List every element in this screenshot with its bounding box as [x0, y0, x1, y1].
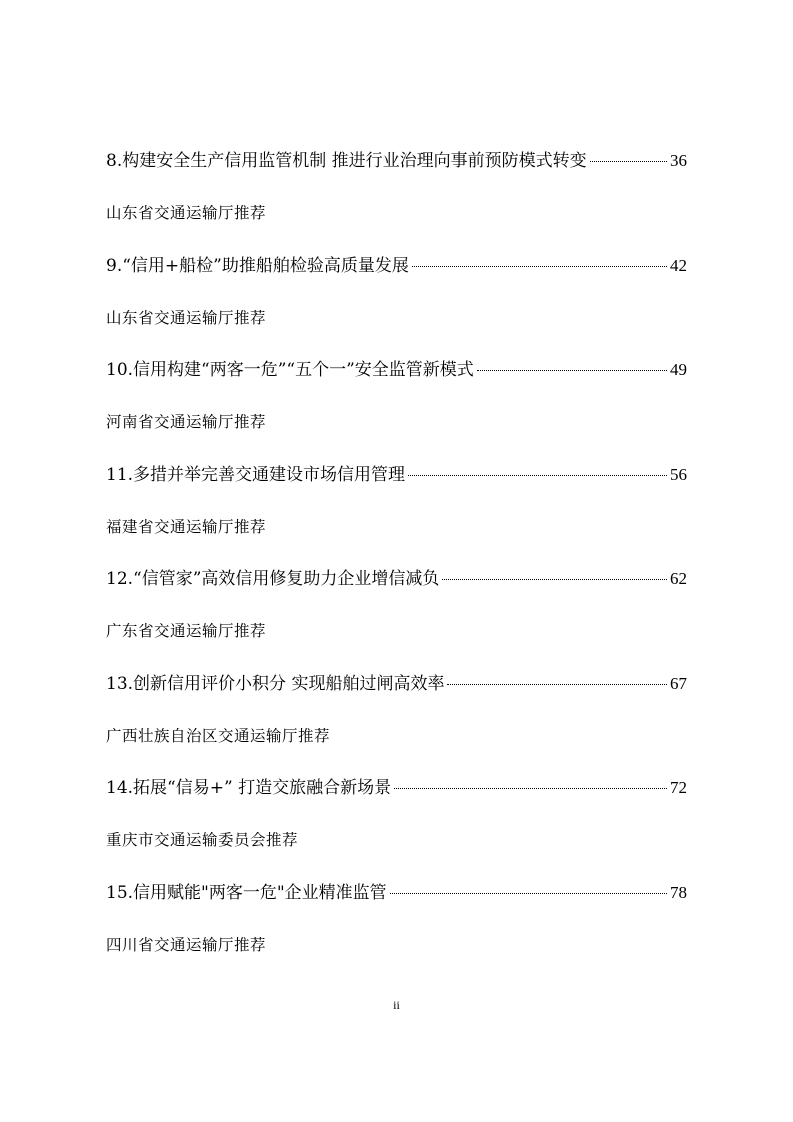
- page-number: ii: [393, 998, 400, 1012]
- toc-entry-page: 36: [670, 151, 687, 170]
- toc-entry-title: 14.拓展“信易+” 打造交旅融合新场景: [106, 778, 392, 798]
- toc-leader-dots: [394, 788, 667, 789]
- toc-entry-org: 四川省交通运输厅推荐: [106, 935, 267, 954]
- toc-entry-line[interactable]: [106, 248, 687, 284]
- toc-entry: [106, 457, 687, 562]
- toc-entry-line[interactable]: [106, 875, 687, 911]
- toc-entry-line[interactable]: [106, 770, 687, 806]
- toc-entry-page: 42: [670, 255, 687, 275]
- toc-entry-title: 10.信用构建“两客一危”“五个一”安全监管新模式: [106, 360, 474, 380]
- toc-entry-line[interactable]: [106, 666, 687, 702]
- toc-entry-page: 67: [670, 673, 687, 693]
- toc-entry-org: 福建省交通运输厅推荐: [106, 517, 267, 536]
- toc-entry: [106, 248, 687, 353]
- toc-entry-title: 8.构建安全生产信用监管机制 推进行业治理向事前预防模式转变: [106, 151, 587, 171]
- toc-entry-org: 广西壮族自治区交通运输厅推荐: [106, 726, 331, 745]
- toc-leader-dots: [590, 161, 667, 162]
- toc-entry: [106, 352, 687, 457]
- toc-entry: [106, 875, 687, 980]
- toc-entry: [106, 561, 687, 666]
- toc-entry-title: 15.信用赋能"两客一危"企业精准监管: [106, 882, 387, 903]
- table-of-contents: [106, 143, 687, 979]
- toc-leader-dots: [390, 893, 667, 894]
- toc-entry-line[interactable]: [106, 561, 687, 597]
- toc-entry-org: 广东省交通运输厅推荐: [106, 622, 267, 640]
- toc-entry-title: 11.多措并举完善交通建设市场信用管理: [106, 464, 406, 485]
- toc-entry-line[interactable]: [106, 457, 687, 493]
- toc-entry-page: 56: [670, 464, 687, 484]
- toc-entry-org: 山东省交通运输厅推荐: [106, 204, 267, 222]
- toc-leader-dots: [408, 475, 667, 476]
- toc-entry-title: 12.“信管家”高效信用修复助力企业增信减负: [106, 569, 440, 589]
- toc-entry-line[interactable]: [106, 352, 687, 388]
- toc-leader-dots: [412, 266, 667, 267]
- toc-entry-page: 72: [670, 778, 687, 797]
- toc-entry: [106, 770, 687, 875]
- toc-entry-page: 62: [670, 569, 687, 588]
- toc-entry-title: 9.“信用+船检”助推船舶检验高质量发展: [106, 255, 409, 276]
- toc-leader-dots: [442, 579, 667, 580]
- toc-entry-page: 78: [670, 882, 687, 902]
- toc-leader-dots: [477, 370, 667, 371]
- toc-entry-org: 重庆市交通运输委员会推荐: [106, 831, 299, 849]
- toc-entry-org: 山东省交通运输厅推荐: [106, 308, 267, 327]
- toc-entry: [106, 666, 687, 771]
- toc-entry-line[interactable]: [106, 143, 687, 179]
- toc-entry-title: 13.创新信用评价小积分 实现船舶过闸高效率: [106, 673, 445, 694]
- toc-entry-page: 49: [670, 360, 687, 379]
- toc-entry: [106, 143, 687, 248]
- toc-entry-org: 河南省交通运输厅推荐: [106, 413, 267, 431]
- toc-leader-dots: [447, 684, 667, 685]
